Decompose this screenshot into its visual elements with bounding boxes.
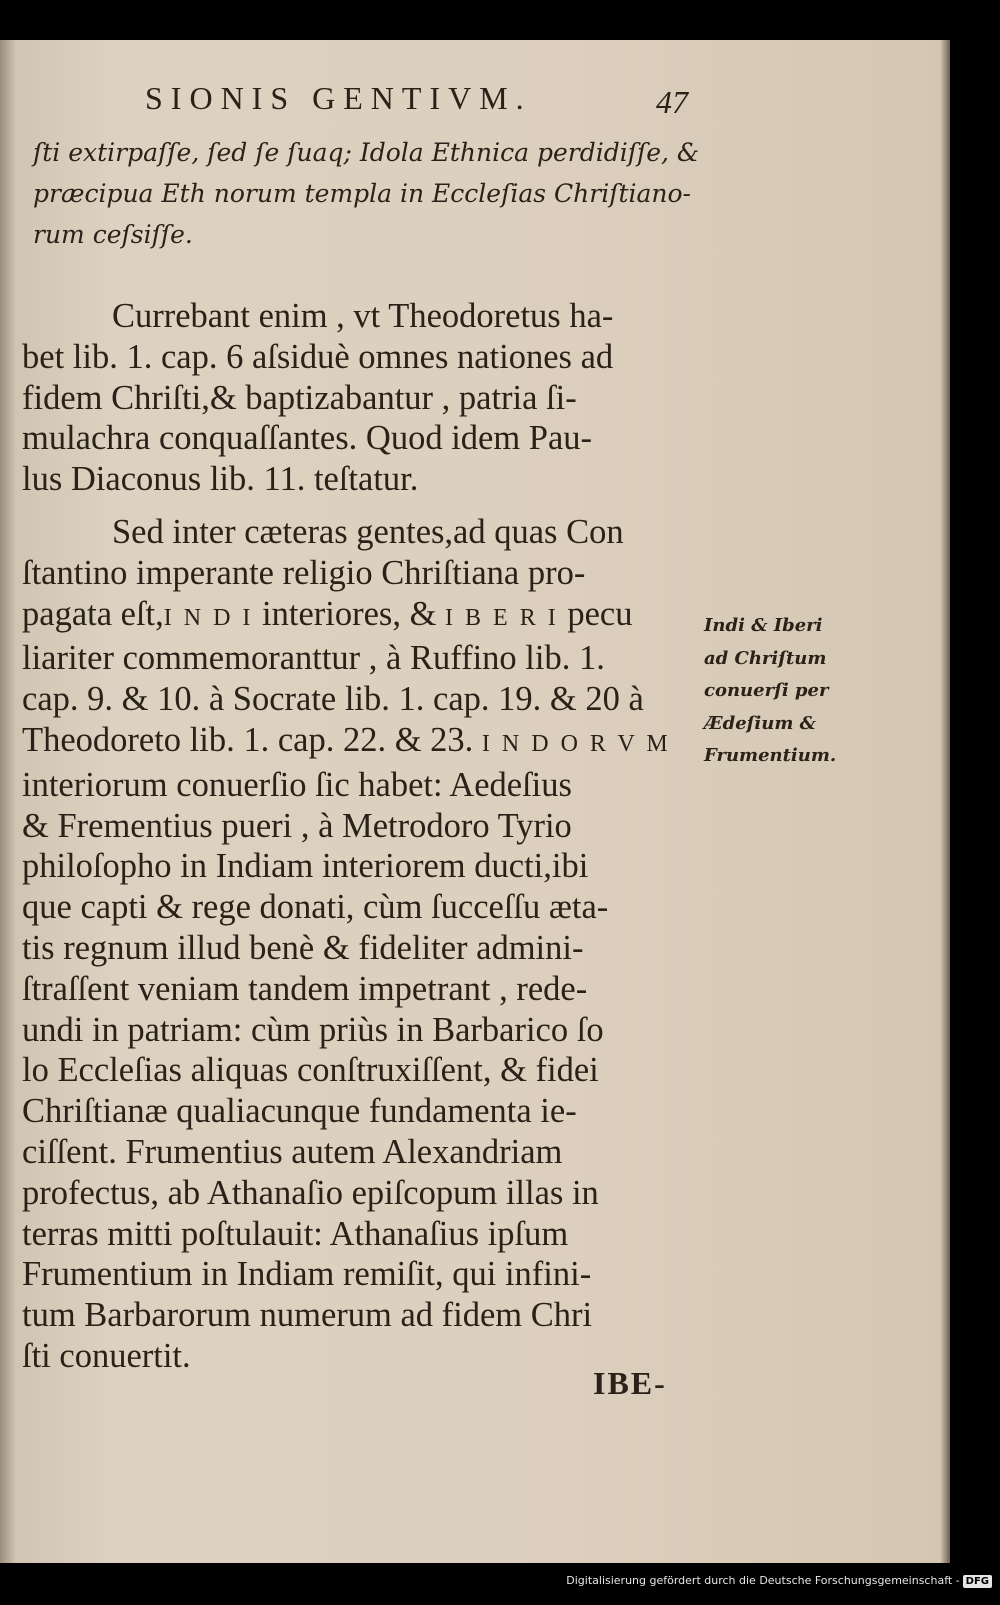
text-line: terras mitti poſtulauit: Athanaſius ipſum — [22, 1214, 569, 1253]
text-line — [22, 720, 671, 765]
text-line: & Frementius pueri , à Metrodoro Tyrio — [22, 806, 572, 845]
marginal-line: Frumentium. — [704, 745, 837, 766]
text-line: bet lib. 1. cap. 6 aſsiduè omnes nationes ad — [22, 337, 614, 376]
text-line: tum Barbarorum numerum ad fidem Chri — [22, 1296, 593, 1335]
text-line: lo Eccleſias aliquas conſtruxiſſent, & fidei — [22, 1051, 599, 1090]
italic-quotation — [33, 132, 713, 255]
text-line: liariter commemoranttur , à Ruffino lib. 1. — [22, 639, 605, 678]
footer-text: Digitalisierung gefördert durch die Deutsche Forschungsgemeinschaft - — [566, 1574, 960, 1587]
page-edge-shadow — [940, 40, 950, 1563]
funding-footer — [566, 1574, 992, 1588]
text-line: ſtantino imperante religio Chriſtiana pro- — [22, 553, 586, 592]
paragraph-2 — [22, 512, 671, 1377]
text-line: undi in patriam: cùm priùs in Barbarico ſo — [22, 1010, 604, 1049]
text-line: ſtraſſent veniam tandem impetrant , rede- — [22, 969, 588, 1008]
text-line: fidem Chriſti,& baptizabantur , patria ſi- — [22, 378, 577, 417]
small-caps-name: I N D O R V M — [481, 730, 671, 757]
text-line: Frumentium in Indiam remiſit, qui infini- — [22, 1255, 592, 1294]
text-line: tis regnum illud benè & fideliter admini- — [22, 928, 584, 967]
running-title: SIONIS GENTIVM. — [145, 80, 532, 116]
page-number: 47 — [656, 84, 688, 120]
marginal-line: Ædeſium & — [704, 712, 816, 734]
text-line: lus Diaconus lib. 11. teſtatur. — [22, 460, 419, 499]
paragraph-1 — [22, 296, 613, 500]
text-line: que capti & rege donati, cùm ſucceſſu æta- — [22, 888, 609, 927]
small-caps-name: I N D I — [163, 604, 254, 631]
book-page — [0, 40, 950, 1563]
text-line: Chriſtianæ qualiacunque fundamenta ie- — [22, 1092, 577, 1131]
text-segment: interiores, & — [253, 594, 446, 633]
text-line: mulachra conquaſſantes. Quod idem Pau- — [22, 419, 593, 458]
text-line: profectus, ab Athanaſio epiſcopum illas in — [22, 1173, 599, 1212]
text-line: ciſſent. Frumentius autem Alexandriam — [22, 1132, 563, 1171]
text-line — [22, 594, 671, 639]
text-line: Currebant enim , vt Theodoretus ha- — [112, 297, 614, 335]
marginal-line: Indi & Iberi — [704, 615, 823, 636]
text-segment: pecu — [558, 594, 633, 633]
text-line: ſti conuertit. — [22, 1336, 191, 1375]
text-line: interiorum conuerſio ſic habet: Aedeſius — [22, 765, 572, 804]
dfg-logo: DFG — [963, 1575, 992, 1588]
page-spine-shadow — [0, 40, 16, 1563]
italic-line: ſti extirpaſſe, ſed ſe ſuaq; Idola Ethnica perdidiſſe, & — [33, 138, 700, 167]
text-segment: Theodoreto lib. 1. cap. 22. & 23. — [22, 720, 482, 759]
text-line: cap. 9. & 10. à Socrate lib. 1. cap. 19. & 20 à — [22, 680, 644, 719]
marginal-line: conuerſi per — [704, 680, 829, 701]
small-caps-name: I B E R I — [445, 604, 559, 631]
italic-line: rum ceſsiſſe. — [33, 220, 193, 249]
text-segment: pagata eſt, — [22, 594, 164, 633]
text-line: philoſopho in Indiam interiorem ducti,ibi — [22, 847, 589, 886]
marginal-line: ad Chriſtum — [704, 647, 827, 669]
marginal-note — [704, 610, 836, 773]
catchword: IBE- — [593, 1365, 667, 1401]
italic-line: præcipua Eth norum templa in Eccleſias Chriſtiano- — [33, 179, 691, 208]
text-line: Sed inter cæteras gentes,ad quas Con — [112, 513, 624, 551]
